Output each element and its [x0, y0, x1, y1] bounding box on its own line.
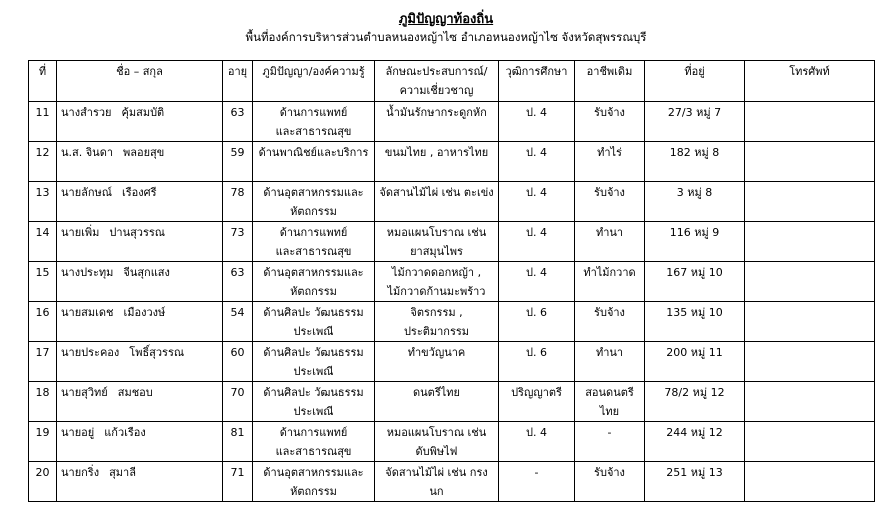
wisdom-line1: ด้านศิลปะ วัฒนธรรม — [263, 306, 364, 319]
cell-address: 27/3 หมู่ 7 — [645, 102, 745, 142]
wisdom-line1: ด้านอุตสาหกรรมและ — [263, 186, 364, 199]
cell-wisdom — [253, 342, 375, 382]
last-name: ปานสุวรรณ — [109, 226, 165, 239]
wisdom-line2: ประเพณี — [293, 405, 334, 418]
wisdom-line1: ด้านอุตสาหกรรมและ — [263, 266, 364, 279]
cell-name — [57, 342, 223, 382]
cell-address: 200 หมู่ 11 — [645, 342, 745, 382]
table-row — [29, 102, 875, 142]
cell-occupation — [575, 142, 645, 182]
last-name: สมชอบ — [117, 386, 153, 399]
experience-line1: หมอแผนโบราณ เช่น — [386, 426, 487, 439]
experience-line1: หมอแผนโบราณ เช่น — [386, 226, 487, 239]
cell-education: ป. 4 — [499, 102, 575, 142]
cell-phone — [745, 102, 875, 142]
cell-education: - — [499, 462, 575, 502]
cell-experience — [375, 142, 499, 182]
cell-no: 12 — [29, 142, 57, 182]
cell-occupation — [575, 342, 645, 382]
last-name: โพธิ์สุวรรณ — [129, 346, 185, 359]
cell-name — [57, 382, 223, 422]
cell-no: 11 — [29, 102, 57, 142]
header-address: ที่อยู่ — [645, 61, 745, 102]
cell-no: 15 — [29, 262, 57, 302]
cell-age: 59 — [223, 142, 253, 182]
wisdom-line1: ด้านการแพทย์ — [279, 226, 348, 239]
last-name: เมืองวงษ์ — [123, 306, 166, 319]
cell-address: 182 หมู่ 8 — [645, 142, 745, 182]
experience-line1: จัดสานไม้ไผ่ เช่น ตะเข่ง — [379, 186, 494, 199]
cell-experience — [375, 422, 499, 462]
cell-no: 20 — [29, 462, 57, 502]
cell-age: 63 — [223, 102, 253, 142]
page-title: ภูมิปัญญาท้องถิ่น — [398, 12, 494, 27]
experience-line1: ดนตรีไทย — [413, 386, 460, 399]
cell-address: 3 หมู่ 8 — [645, 182, 745, 222]
cell-age: 54 — [223, 302, 253, 342]
cell-no: 16 — [29, 302, 57, 342]
cell-education: ป. 4 — [499, 222, 575, 262]
table-row — [29, 222, 875, 262]
cell-age: 63 — [223, 262, 253, 302]
cell-phone — [745, 462, 875, 502]
cell-education: ป. 4 — [499, 262, 575, 302]
cell-name — [57, 222, 223, 262]
wisdom-line2: หัตถกรรม — [290, 485, 337, 498]
cell-education: ป. 6 — [499, 342, 575, 382]
cell-education: ป. 4 — [499, 182, 575, 222]
cell-name — [57, 302, 223, 342]
last-name: พลอยสุข — [123, 146, 165, 159]
experience-line1: จัดสานไม้ไผ่ เช่น กรงนก — [385, 466, 488, 498]
occupation-line1: รับจ้าง — [594, 306, 625, 319]
cell-wisdom — [253, 302, 375, 342]
cell-phone — [745, 382, 875, 422]
cell-experience — [375, 182, 499, 222]
experience-line1: ทำขวัญนาค — [407, 346, 466, 359]
occupation-line1: ทำนา — [595, 226, 624, 239]
cell-wisdom — [253, 382, 375, 422]
occupation-line1: สอนดนตรี — [585, 386, 634, 399]
cell-occupation — [575, 182, 645, 222]
wisdom-line2: หัตถกรรม — [290, 205, 337, 218]
wisdom-line1: ด้านการแพทย์ — [279, 426, 348, 439]
occupation-line2: ไทย — [599, 405, 620, 418]
first-name: นายลักษณ์ — [61, 186, 112, 199]
first-name: นางสำรวย — [61, 106, 112, 119]
cell-phone — [745, 422, 875, 462]
first-name: นายสุวิทย์ — [61, 386, 108, 399]
cell-experience — [375, 102, 499, 142]
cell-name — [57, 142, 223, 182]
cell-age: 73 — [223, 222, 253, 262]
cell-experience — [375, 262, 499, 302]
header-name: ชื่อ – สกุล — [57, 61, 223, 102]
cell-wisdom — [253, 182, 375, 222]
cell-phone — [745, 182, 875, 222]
wisdom-line1: ด้านอุตสาหกรรมและ — [263, 466, 364, 479]
experience-line1: น้ำมันรักษากระดูกหัก — [386, 106, 487, 119]
table-row — [29, 462, 875, 502]
cell-name — [57, 182, 223, 222]
experience-line1: ขนมไทย , อาหารไทย — [384, 146, 489, 159]
cell-education: ปริญญาตรี — [499, 382, 575, 422]
header-occupation: อาชีพเดิม — [575, 61, 645, 102]
header-no: ที่ — [29, 61, 57, 102]
cell-age: 78 — [223, 182, 253, 222]
cell-experience — [375, 342, 499, 382]
cell-address: 78/2 หมู่ 12 — [645, 382, 745, 422]
cell-address: 135 หมู่ 10 — [645, 302, 745, 342]
table-row — [29, 302, 875, 342]
cell-age: 60 — [223, 342, 253, 382]
wisdom-line2: และสาธารณสุข — [275, 445, 352, 458]
header-experience-line2: ความเชี่ยวชาญ — [399, 84, 474, 97]
cell-wisdom — [253, 222, 375, 262]
occupation-line1: ทำนา — [595, 346, 624, 359]
cell-phone — [745, 222, 875, 262]
first-name: นางประทุม — [61, 266, 114, 279]
table-row — [29, 262, 875, 302]
cell-wisdom — [253, 262, 375, 302]
cell-education: ป. 6 — [499, 302, 575, 342]
cell-phone — [745, 302, 875, 342]
experience-line1: จิตรกรรม , ประติมากรรม — [403, 306, 470, 338]
cell-no: 19 — [29, 422, 57, 462]
header-experience-line1: ลักษณะประสบการณ์/ — [385, 65, 488, 78]
wisdom-line1: ด้านศิลปะ วัฒนธรรม — [263, 386, 364, 399]
experience-line2: ยาสมุนไพร — [410, 245, 463, 258]
occupation-line1: รับจ้าง — [594, 466, 625, 479]
cell-address: 251 หมู่ 13 — [645, 462, 745, 502]
cell-occupation — [575, 422, 645, 462]
cell-education: ป. 4 — [499, 142, 575, 182]
header-wisdom: ภูมิปัญญา/องค์ความรู้ — [253, 61, 375, 102]
table-row — [29, 342, 875, 382]
cell-phone — [745, 142, 875, 182]
header-experience — [375, 61, 499, 102]
first-name: นายอยู่ — [61, 426, 95, 439]
cell-occupation — [575, 102, 645, 142]
cell-no: 18 — [29, 382, 57, 422]
cell-wisdom — [253, 422, 375, 462]
wisdom-line1: ด้านพาณิชย์และบริการ — [258, 146, 369, 159]
cell-name — [57, 462, 223, 502]
table-row — [29, 182, 875, 222]
cell-occupation — [575, 222, 645, 262]
cell-no: 14 — [29, 222, 57, 262]
last-name: คุ้มสมบัติ — [121, 106, 165, 119]
cell-wisdom — [253, 102, 375, 142]
cell-address: 244 หมู่ 12 — [645, 422, 745, 462]
cell-education: ป. 4 — [499, 422, 575, 462]
wisdom-line2: และสาธารณสุข — [275, 245, 352, 258]
cell-age: 71 — [223, 462, 253, 502]
wisdom-line2: ประเพณี — [293, 365, 334, 378]
table-row — [29, 142, 875, 182]
cell-name — [57, 262, 223, 302]
cell-experience — [375, 382, 499, 422]
occupation-line1: รับจ้าง — [594, 106, 625, 119]
header-age: อายุ — [223, 61, 253, 102]
cell-address: 116 หมู่ 9 — [645, 222, 745, 262]
wisdom-table — [28, 60, 875, 502]
occupation-line1: - — [607, 426, 612, 439]
cell-wisdom — [253, 142, 375, 182]
cell-address: 167 หมู่ 10 — [645, 262, 745, 302]
header-row — [29, 61, 875, 102]
table-body — [29, 102, 875, 502]
wisdom-line2: หัตถกรรม — [290, 285, 337, 298]
cell-phone — [745, 262, 875, 302]
cell-occupation — [575, 462, 645, 502]
occupation-line1: รับจ้าง — [594, 186, 625, 199]
cell-occupation — [575, 302, 645, 342]
cell-wisdom — [253, 462, 375, 502]
cell-occupation — [575, 382, 645, 422]
wisdom-line1: ด้านการแพทย์ — [279, 106, 348, 119]
cell-experience — [375, 222, 499, 262]
cell-no: 17 — [29, 342, 57, 382]
occupation-line1: ทำไร่ — [597, 146, 622, 159]
table-row — [29, 422, 875, 462]
experience-line2: ไม้กวาดก้านมะพร้าว — [387, 285, 486, 298]
cell-age: 81 — [223, 422, 253, 462]
cell-name — [57, 422, 223, 462]
wisdom-line2: ประเพณี — [293, 325, 334, 338]
first-name: นายเพิ่ม — [61, 226, 100, 239]
cell-name — [57, 102, 223, 142]
experience-line1: ไม้กวาดดอกหญ้า , — [391, 266, 482, 279]
experience-line2: ดับพิษไฟ — [415, 445, 458, 458]
page-subtitle: พื้นที่องค์การบริหารส่วนตำบลหนองหญ้าไซ อำเภอหนองหญ้าไซ จังหวัดสุพรรณบุรี — [245, 30, 647, 44]
last-name: เรืองศรี — [122, 186, 157, 199]
first-name: นายสมเดช — [61, 306, 114, 319]
table-row — [29, 382, 875, 422]
header-phone: โทรศัพท์ — [745, 61, 875, 102]
last-name: จีนสุกแสง — [123, 266, 170, 279]
occupation-line1: ทำไม้กวาด — [583, 266, 636, 279]
first-name: นายกริ่ง — [61, 466, 100, 479]
last-name: แก้วเรือง — [104, 426, 146, 439]
header-education: วุฒิการศึกษา — [499, 61, 575, 102]
cell-phone — [745, 342, 875, 382]
cell-experience — [375, 302, 499, 342]
cell-no: 13 — [29, 182, 57, 222]
cell-occupation — [575, 262, 645, 302]
last-name: สุมาลี — [109, 466, 136, 479]
first-name: น.ส. จินดา — [61, 146, 114, 159]
cell-experience — [375, 462, 499, 502]
first-name: นายประคอง — [61, 346, 120, 359]
wisdom-line2: และสาธารณสุข — [275, 125, 352, 138]
wisdom-line1: ด้านศิลปะ วัฒนธรรม — [263, 346, 364, 359]
cell-age: 70 — [223, 382, 253, 422]
